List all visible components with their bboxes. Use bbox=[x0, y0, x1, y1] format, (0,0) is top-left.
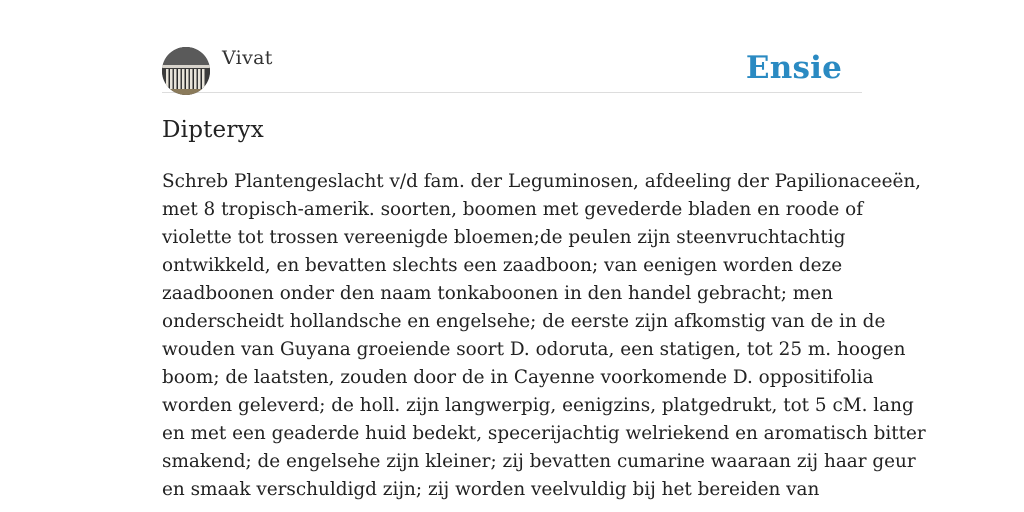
page-title: Dipteryx bbox=[162, 117, 264, 143]
body-line: ontwikkeld, en bevatten slechts een zaadboon; van eenigen worden deze bbox=[162, 255, 843, 276]
brand-logo[interactable]: Ensie bbox=[745, 50, 842, 86]
book-spines-avatar-icon bbox=[162, 47, 210, 95]
body-line: smakend; de engelsehe zijn kleiner; zij bevatten cumarine waaraan zij haar geur bbox=[162, 451, 916, 472]
author-name[interactable]: Vivat bbox=[222, 47, 273, 69]
body-line: worden geleverd; de holl. zijn langwerpig, eenigzins, platgedrukt, tot 5 cM. lang bbox=[162, 395, 914, 416]
body-line: wouden van Guyana groeiende soort D. odoruta, een statigen, tot 25 m. hoogen bbox=[162, 339, 906, 360]
body-line: Schreb Plantengeslacht v/d fam. der Leguminosen, afdeeling der Papilionaceeën, bbox=[162, 171, 922, 192]
body-line: zaadboonen onder den naam tonkaboonen in den handel gebracht; men bbox=[162, 283, 833, 304]
body-line: onderscheidt hollandsche en engelsehe; de eerste zijn afkomstig van de in de bbox=[162, 311, 886, 332]
author-avatar[interactable] bbox=[162, 47, 210, 95]
body-line: en met een geaderde huid bedekt, specerijachtig welriekend en aromatisch bitter bbox=[162, 423, 926, 444]
header bbox=[162, 46, 862, 93]
body-line: violette tot trossen vereenigde bloemen;de peulen zijn steenvruchtachtig bbox=[162, 227, 846, 248]
body-line: met 8 tropisch-amerik. soorten, boomen met gevederde bladen en roode of bbox=[162, 199, 864, 220]
body-line: boom; de laatsten, zouden door de in Cayenne voorkomende D. oppositifolia bbox=[162, 367, 874, 388]
body-line: en smaak verschuldigd zijn; zij worden veelvuldig bij het bereiden van bbox=[162, 479, 820, 500]
article-body bbox=[162, 168, 926, 504]
